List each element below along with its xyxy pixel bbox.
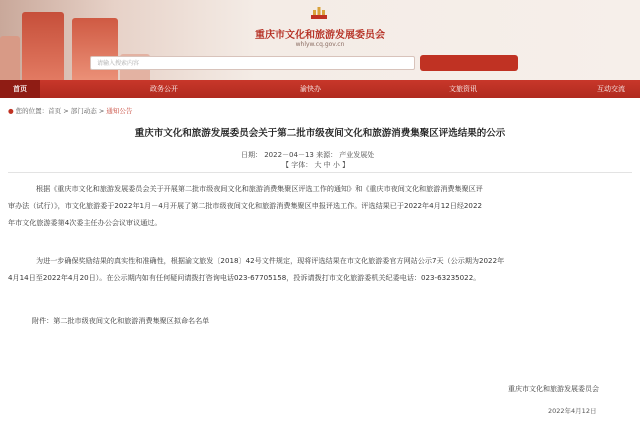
breadcrumb-prefix: 您的位置： [15,107,49,115]
paragraph-line: 审办法（试行）》，市文化旅游委于2022年1月－4月开展了第二批市级夜间文化和旅游消费集聚区申报评选工作。评选结果已于2022年4月12日经2022 [8,201,482,210]
paragraph-line: 根据《重庆市文化和旅游发展委员会关于开展第二批市级夜间文化和旅游消费集聚区评选工作的通知》和《重庆市夜间文化和旅游消费集聚区评 [36,184,483,193]
signature: 重庆市文化和旅游发展委员会 [508,385,599,393]
article-title: 重庆市文化和旅游发展委员会关于第二批市级夜间文化和旅游消费集聚区评选结果的公示 [134,128,506,139]
breadcrumb-separator: > [61,107,71,115]
paragraph-line: 为进一步确保奖励结果的真实性和准确性，根据渝文旅发〔2018〕42号文件规定，现将评选结果在市文化旅游委官方网站公示7天（公示期为2022年 [36,256,505,265]
header-banner [0,0,640,80]
main-nav [0,80,640,98]
breadcrumb [8,106,132,115]
sign-date: 2022年4月12日 [548,407,597,415]
font-size-control[interactable]: 【 字体： 大 中 小 】 [282,161,350,169]
search-input[interactable]: 请输入搜索内容 [90,56,415,70]
emblem-icon [310,6,328,20]
nav-item-government[interactable]: 政务公开 [150,85,178,93]
nav-item-interaction[interactable]: 互动交流 [597,85,625,93]
skyline-building [0,36,20,80]
site-url: whlyw.cq.gov.cn [295,41,345,48]
skyline-building [22,12,64,80]
nav-item-services[interactable]: 渝快办 [300,85,321,93]
breadcrumb-home[interactable]: 首页 [48,107,62,115]
search-button[interactable] [420,55,518,71]
skyline-building [72,18,118,80]
location-pin-icon: ● [8,107,14,115]
nav-item-news[interactable]: 文旅资讯 [449,85,477,93]
breadcrumb-separator: > [96,107,107,115]
breadcrumb-notice[interactable]: 通知公告 [106,107,133,115]
site-title: 重庆市文化和旅游发展委员会 [255,30,385,41]
attachment-link[interactable]: 附件：第二批市级夜间文化和旅游消费集聚区拟命名名单 [32,316,210,325]
paragraph-line: 年市文化旅游委第4次委主任办公会议审议通过。 [8,218,162,227]
article-meta: 日期： 2022－04－13 来源： 产业发展处 [241,151,375,159]
paragraph-line: 4月14日至2022年4月20日）。在公示期内如有任何疑问请拨打咨询电话023-67705158，投诉请拨打市文化旅游委机关纪委电话：023-63235022。 [8,273,481,282]
nav-item-home[interactable]: 首页 [0,80,40,98]
breadcrumb-department[interactable]: 部门动态 [70,107,97,115]
divider [8,172,632,173]
